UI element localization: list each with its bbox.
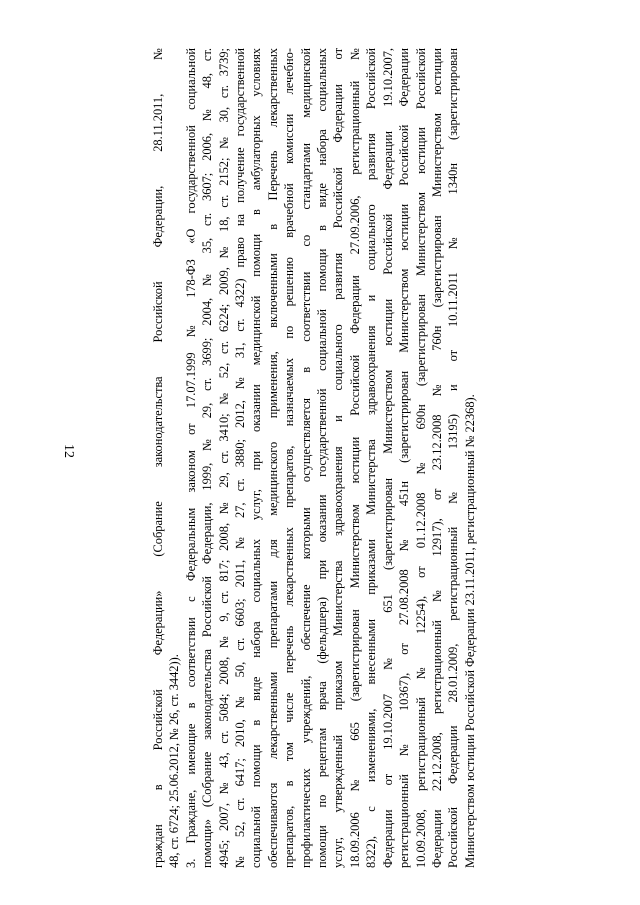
- text-line: помощи» (Собрание законодательства Российской Федерации, 1999, № 29, ст. 3699; 2004, № 35, ст. 3607; 2006, № 48, ст.: [200, 48, 215, 868]
- text-line: 4945; 2007, № 43, ст. 5084; 2008, № 9, ст. 817; 2008, № 29, ст. 3410; № 52, ст. 6224; 2009, № 18, ст. 2152; № 30, ст. 3739;: [216, 48, 231, 868]
- text-line: 8322), с изменениями, внесенными приказами Министерства здравоохранения и социального развития Российской: [364, 48, 379, 868]
- text-line: 3. Граждане, имеющие в соответствии с Федеральным законом от 17.07.1999 № 178-ФЗ «О государственной социальной: [183, 48, 198, 868]
- text-line: 18.09.2006 № 665 (зарегистрирован Министерством юстиции Российской Федерации 27.09.2006, регистрационный №: [347, 48, 362, 868]
- text-line: № 52, ст. 6417; 2010, № 50, ст. 6603; 2011, № 27, ст. 3880; 2012, № 31, ст. 4322) право на получение государственной: [233, 48, 248, 868]
- text-line: граждан в Российской Федерации» (Собрание законодательства Российской Федерации, 28.11.2011, №: [151, 48, 165, 868]
- text-line: профилактических учреждений, обеспечение которыми осуществляется в соответствии со стандартами медицинской: [298, 48, 313, 868]
- text-line: обеспечиваются лекарственными препаратами для медицинского применения, включенными в Перечень лекарственных: [265, 48, 280, 868]
- text-line: препаратов, в том числе перечень лекарственных препаратов, назначаемых по решению врачебной комиссии лечебно-: [282, 48, 297, 868]
- page-number: 12: [61, 444, 76, 458]
- text-line: 48, ст. 6724; 25.06.2012, № 26, ст. 3442)).: [167, 654, 182, 868]
- text-line: Российской Федерации 28.01.2009, регистрационный № 13195) и от 10.11.2011 № 1340н (зарегистрирован: [446, 48, 461, 868]
- text-line: Федерации от 19.10.2007 № 651 (зарегистрирован Министерством юстиции Российской Федерации 19.10.2007,: [380, 48, 395, 868]
- text-line: Министерством юстиции Российской Федерации 23.11.2011, регистрационный № 22368).: [462, 394, 477, 868]
- text-line: услуг, утвержденный приказом Министерства здравоохранения и социального развития Российской Федерации от: [331, 48, 346, 868]
- text-line: регистрационный № 10367), от 27.08.2008 № 451н (зарегистрирован Министерством юстиции Российской Федерации: [397, 48, 412, 868]
- text-line: социальной помощи в виде набора социальных услуг, при оказании медицинской помощи в амбулаторных условиях: [249, 48, 264, 868]
- document-body: [150, 48, 490, 868]
- text-line: Федерации 22.12.2008, регистрационный № 12917), от 23.12.2008 № 760н (зарегистрирован Министерством юстиции: [429, 48, 444, 868]
- text-line: помощи по рецептам врача (фельдшера) при оказании государственной социальной помощи в виде набора социальных: [315, 48, 330, 868]
- text-line: 10.09.2008, регистрационный № 12254), от 01.12.2008 № 690н (зарегистрирован Министерством юстиции Российской: [413, 48, 428, 868]
